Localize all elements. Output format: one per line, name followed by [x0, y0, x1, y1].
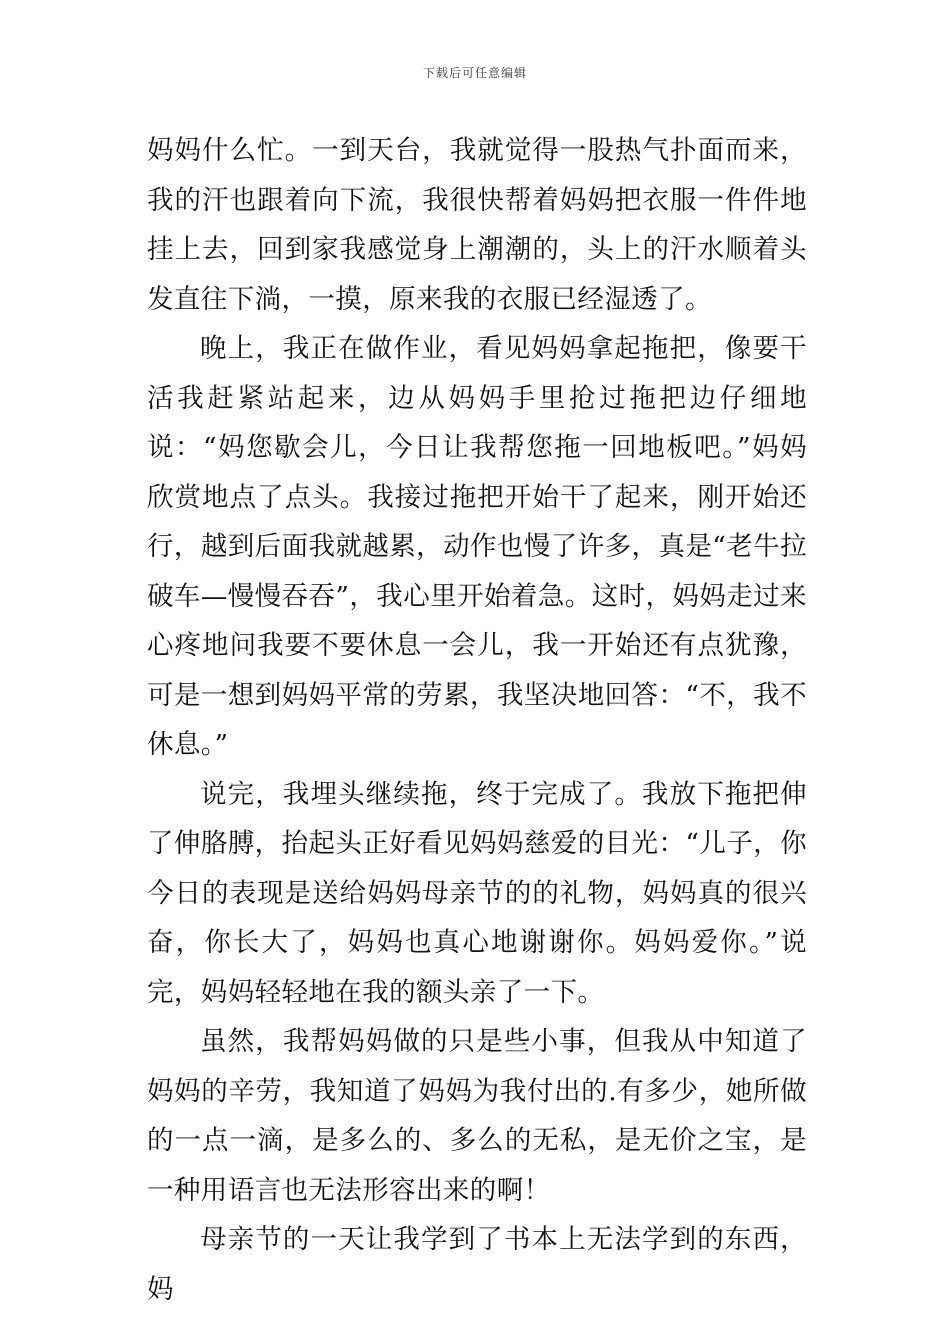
paragraph-1: 妈妈什么忙。一到天台，我就觉得一股热气扑面而来，我的汗也跟着向下流，我很快帮着妈妈把衣服一件件地挂上去，回到家我感觉身上潮潮的，头上的汗水顺着头发直往下淌，一摸，原来我的衣服已经湿透了。	[147, 135, 807, 315]
paragraph-5: 母亲节的一天让我学到了书本上无法学到的东西，妈	[147, 1224, 807, 1305]
header-note: 下载后可任意编辑	[422, 66, 527, 80]
paragraph-2: 晚上，我正在做作业，看见妈妈拿起拖把，像要干活我赶紧站起来，边从妈妈手里抢过拖把边仔细地说：“妈您歇会儿，今日让我帮您拖一回地板吧。”妈妈欣赏地点了点头。我接过拖把开始干了起来，刚开始还行，越到后面我就越累，动作也慢了许多，真是“老牛拉破车—慢慢吞吞”，我心里开始着急。这时，妈妈走过来心疼地问我要不要休息一会儿，我一开始还有点犹豫，可是一想到妈妈平常的劳累，我坚决地回答：“不，我不休息。”	[147, 333, 807, 760]
document-body	[147, 126, 807, 1314]
paragraph-3: 说完，我埋头继续拖，终于完成了。我放下拖把伸了伸胳膊，抬起头正好看见妈妈慈爱的目光：“儿子，你今日的表现是送给妈妈母亲节的的礼物，妈妈真的很兴奋，你长大了，妈妈也真心地谢谢你。妈妈爱你。”说完，妈妈轻轻地在我的额头亲了一下。	[147, 778, 807, 1008]
paragraph-4: 虽然，我帮妈妈做的只是些小事，但我从中知道了妈妈的辛劳，我知道了妈妈为我付出的.有多少，她所做的一点一滴，是多么的、多么的无私，是无价之宝，是一种用语言也无法形容出来的啊！	[147, 1026, 807, 1206]
